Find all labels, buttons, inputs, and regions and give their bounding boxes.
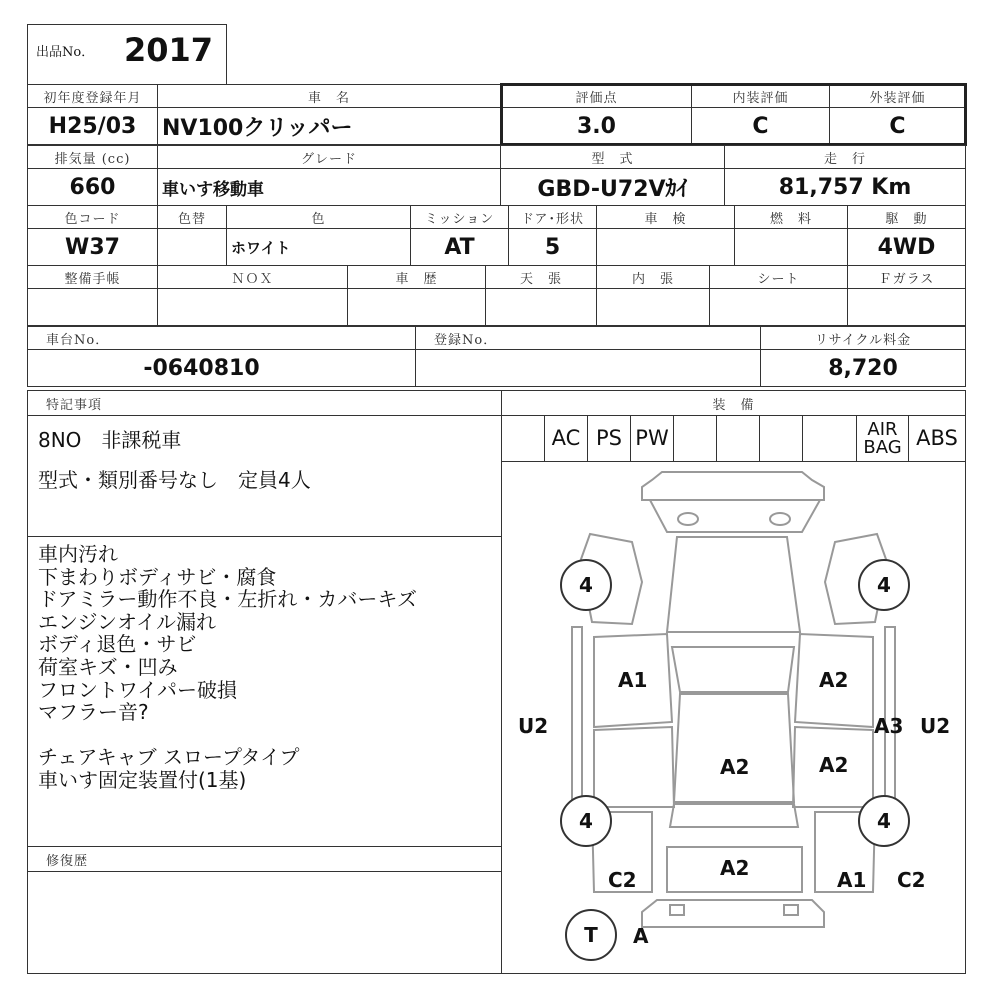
seat-label: シート — [709, 265, 848, 289]
color-value: ホワイト — [226, 228, 411, 266]
repair-value — [27, 871, 502, 974]
door-label: ドア･形状 — [508, 205, 597, 229]
interior-value: C — [691, 107, 830, 145]
model-label: 型 式 — [500, 145, 725, 169]
equip-ac: AC — [544, 415, 588, 462]
repair-label: 修復歴 — [27, 846, 502, 872]
remarks-line2: 型式・類別番号なし 定員4人 — [38, 468, 311, 492]
inspection-value — [596, 228, 735, 266]
mark-a1-left: A1 — [618, 668, 648, 692]
fuel-value — [734, 228, 848, 266]
mission-value: AT — [410, 228, 509, 266]
front-lamp-right — [770, 513, 790, 525]
remarks-label: 特記事項 — [27, 390, 502, 416]
equip-slot-5 — [673, 415, 717, 462]
color-label: 色 — [226, 205, 411, 229]
front-lamp-left — [678, 513, 698, 525]
reg-no-value — [415, 349, 761, 387]
mileage-value: 81,757 Km — [724, 168, 966, 206]
mark-a2-center: A2 — [720, 755, 750, 779]
remarks-notes: 車内汚れ 下まわりボディサビ・腐食 ドアミラー動作不良・左折れ・カバーキズ エンジンオイル漏れ ボディ退色・サビ 荷室キズ・凹み フロントワイパー破損 マフラー音? チェアキャブ スロープタイプ 車いす固定装置付(1基) — [27, 536, 502, 847]
grade-value: 車いす移動車 — [157, 168, 501, 206]
mark-a2-right-front: A2 — [819, 668, 849, 692]
front-bumper-lower — [650, 500, 820, 532]
maint-label: 整備手帳 — [27, 265, 158, 289]
interior-trim-label: 内 張 — [596, 265, 710, 289]
fglass-label: Ｆガラス — [847, 265, 966, 289]
interior-trim-value — [596, 288, 710, 326]
left-sill — [572, 627, 582, 807]
remarks-top — [27, 415, 502, 537]
mark-c2-left: C2 — [608, 868, 637, 892]
lot-label: 出品No． — [36, 45, 95, 60]
car-name-label: 車 名 — [157, 84, 501, 108]
sunroof-value — [485, 288, 597, 326]
tire-spare: T — [565, 909, 617, 961]
repaint-value — [157, 228, 227, 266]
grade-label: グレード — [157, 145, 501, 169]
car-diagram — [501, 461, 966, 974]
roof — [674, 694, 794, 802]
chassis-label: 車台No． — [27, 326, 416, 350]
color-code-label: 色コード — [27, 205, 158, 229]
mark-a3-right: A3 — [874, 714, 904, 738]
chassis-value: -0640810 — [27, 349, 416, 387]
first-reg-label: 初年度登録年月 — [27, 84, 158, 108]
fuel-label: 燃 料 — [734, 205, 848, 229]
car-name-value: NV100クリッパー — [157, 107, 501, 145]
repaint-label: 色替 — [157, 205, 227, 229]
hood — [667, 537, 800, 632]
first-reg-value: H25/03 — [27, 107, 158, 145]
mark-u2-left: U2 — [518, 714, 549, 738]
mark-c2-right: C2 — [897, 868, 926, 892]
equip-slot-7 — [759, 415, 803, 462]
fglass-value — [847, 288, 966, 326]
rear-window — [670, 804, 798, 827]
displacement-label: 排気量 (cc) — [27, 145, 158, 169]
mark-u2-right: U2 — [920, 714, 951, 738]
exterior-label: 外装評価 — [829, 84, 966, 108]
equip-pw: PW — [630, 415, 674, 462]
history-label: 車 歴 — [347, 265, 486, 289]
mark-a-bottom: A — [633, 924, 649, 948]
interior-label: 内装評価 — [691, 84, 830, 108]
rear-lamp-left — [670, 905, 684, 915]
rear-lamp-right — [784, 905, 798, 915]
lot-box — [27, 24, 227, 85]
equip-slot-8 — [802, 415, 857, 462]
tire-front-left: 4 — [560, 559, 612, 611]
score-value: 3.0 — [501, 107, 692, 145]
drive-label: 駆 動 — [847, 205, 966, 229]
sunroof-label: 天 張 — [485, 265, 597, 289]
equip-ps: PS — [587, 415, 631, 462]
equip-abs: ABS — [908, 415, 966, 462]
equipment-label: 装 備 — [501, 390, 966, 416]
mark-a1-tail-right: A1 — [837, 868, 867, 892]
maint-value — [27, 288, 158, 326]
front-bumper — [642, 472, 824, 500]
mileage-label: 走 行 — [724, 145, 966, 169]
mark-a2-tail: A2 — [720, 856, 750, 880]
tire-rear-left: 4 — [560, 795, 612, 847]
seat-value — [709, 288, 848, 326]
equip-slot-6 — [716, 415, 760, 462]
history-value — [347, 288, 486, 326]
score-label: 評価点 — [501, 84, 692, 108]
displacement-value: 660 — [27, 168, 158, 206]
tire-front-right: 4 — [858, 559, 910, 611]
reg-no-label: 登録No． — [415, 326, 761, 350]
exterior-value: C — [829, 107, 966, 145]
nox-label: ＮＯＸ — [157, 265, 348, 289]
model-value: GBD-U72Vｶｲ — [500, 168, 725, 206]
mark-a2-right-rear: A2 — [819, 753, 849, 777]
recycle-value: 8,720 — [760, 349, 966, 387]
door-value: 5 — [508, 228, 597, 266]
tire-rear-right: 4 — [858, 795, 910, 847]
equip-slot-1 — [501, 415, 545, 462]
remarks-line1: 8NO 非課税車 — [38, 428, 182, 452]
lot-number: 2017 — [124, 31, 214, 69]
equip-airbag: AIR BAG — [856, 415, 909, 462]
color-code-value: W37 — [27, 228, 158, 266]
inspection-label: 車 検 — [596, 205, 735, 229]
windshield — [672, 647, 794, 692]
left-slide-door — [594, 727, 674, 807]
nox-value — [157, 288, 348, 326]
recycle-label: リサイクル料金 — [760, 326, 966, 350]
drive-value: 4WD — [847, 228, 966, 266]
mission-label: ミッション — [410, 205, 509, 229]
